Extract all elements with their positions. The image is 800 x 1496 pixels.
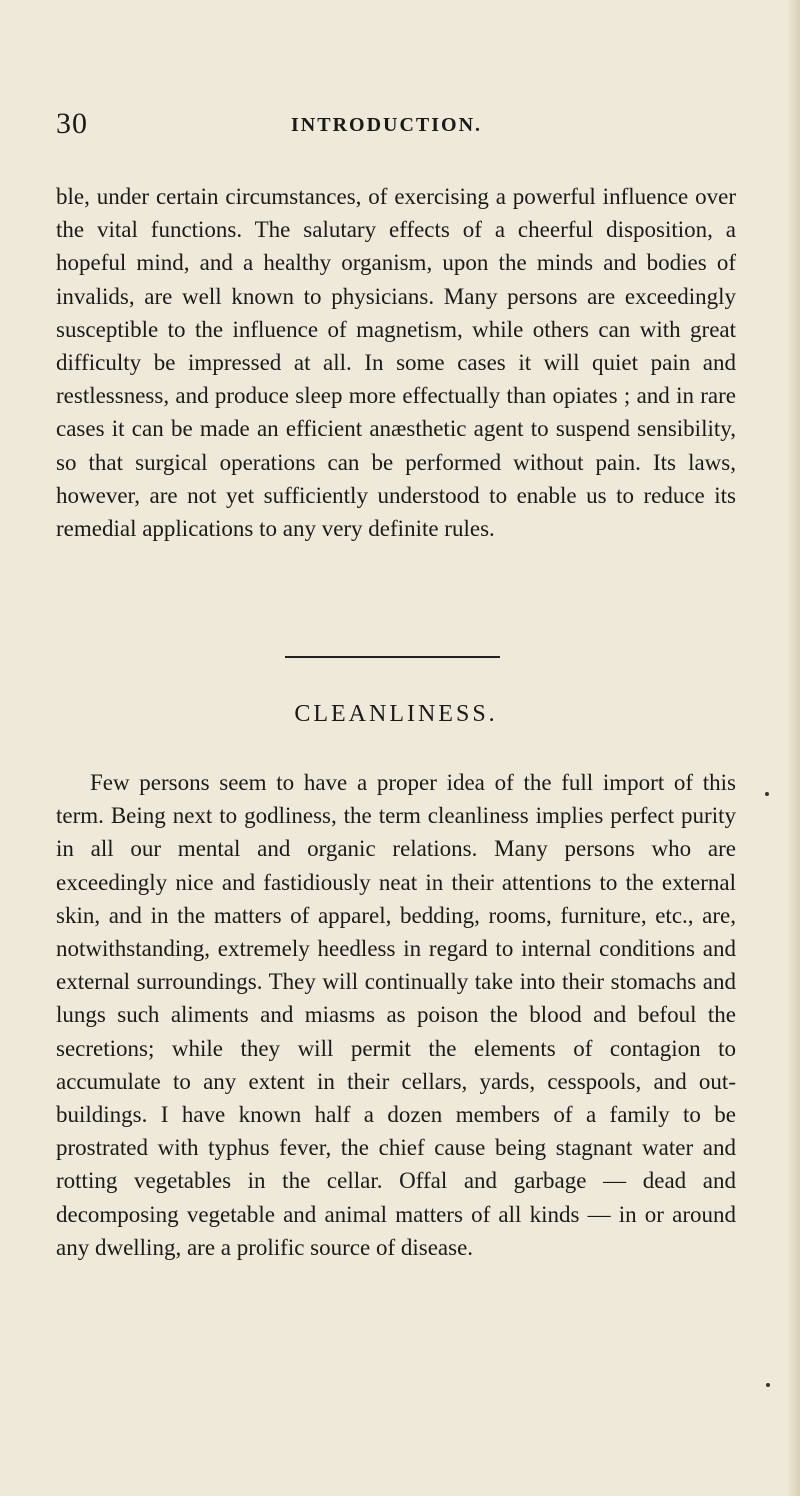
continuation-paragraph: ble, under certain circumstances, of exercising a powerful influence over the vital functions. The salutary effects of a cheerful disposition, a hopeful mind, and a healthy organism, upon the minds and bodies of invalids, are well known to physicians. Many persons are exceedingly susceptible to the influence of magnetism, while others can with great difficulty be impressed at all. In some cases it will quiet pain and restlessness, and produce sleep more effectually than opiates ; and in rare cases it can be made an efficient anæsthetic agent to suspend sensibility, so that surgical operations can be performed without pain. Its laws, however, are not yet sufficiently understood to enable us to reduce its remedial applications to any very definite rules. (56, 184, 736, 542)
page-edge (786, 0, 800, 1496)
section-divider (285, 656, 500, 658)
ink-speck (766, 1383, 770, 1387)
cleanliness-paragraph: Few persons seem to have a proper idea of the full import of this term. Being next to godliness, the term cleanliness implies perfect purity in all our mental and organic relations. Many persons who are exceedingly nice and fastidiously neat in their attentions to the external skin, and in the matters of apparel, bedding, rooms, furniture, etc., are, notwithstanding, extremely heedless in regard to internal conditions and external surroundings. They will continually take into their stomachs and lungs such aliments and miasms as poison the blood and befoul the secretions; while they will permit the elements of contagion to accumulate to any extent in their cellars, yards, cesspools, and out-buildings. I have known half a dozen members of a family to be prostrated with typhus fever, the chief cause being stagnant water and rotting vegetables in the cellar. Offal and garbage — dead and decomposing vegetable and animal matters of all kinds — in or around any dwelling, are a prolific source of disease. (56, 770, 736, 1260)
ink-speck (765, 792, 769, 796)
section-heading: CLEANLINESS. (294, 701, 498, 727)
page-number: 30 (56, 107, 88, 140)
running-head-title: INTRODUCTION. (291, 114, 483, 136)
running-head (56, 104, 736, 144)
